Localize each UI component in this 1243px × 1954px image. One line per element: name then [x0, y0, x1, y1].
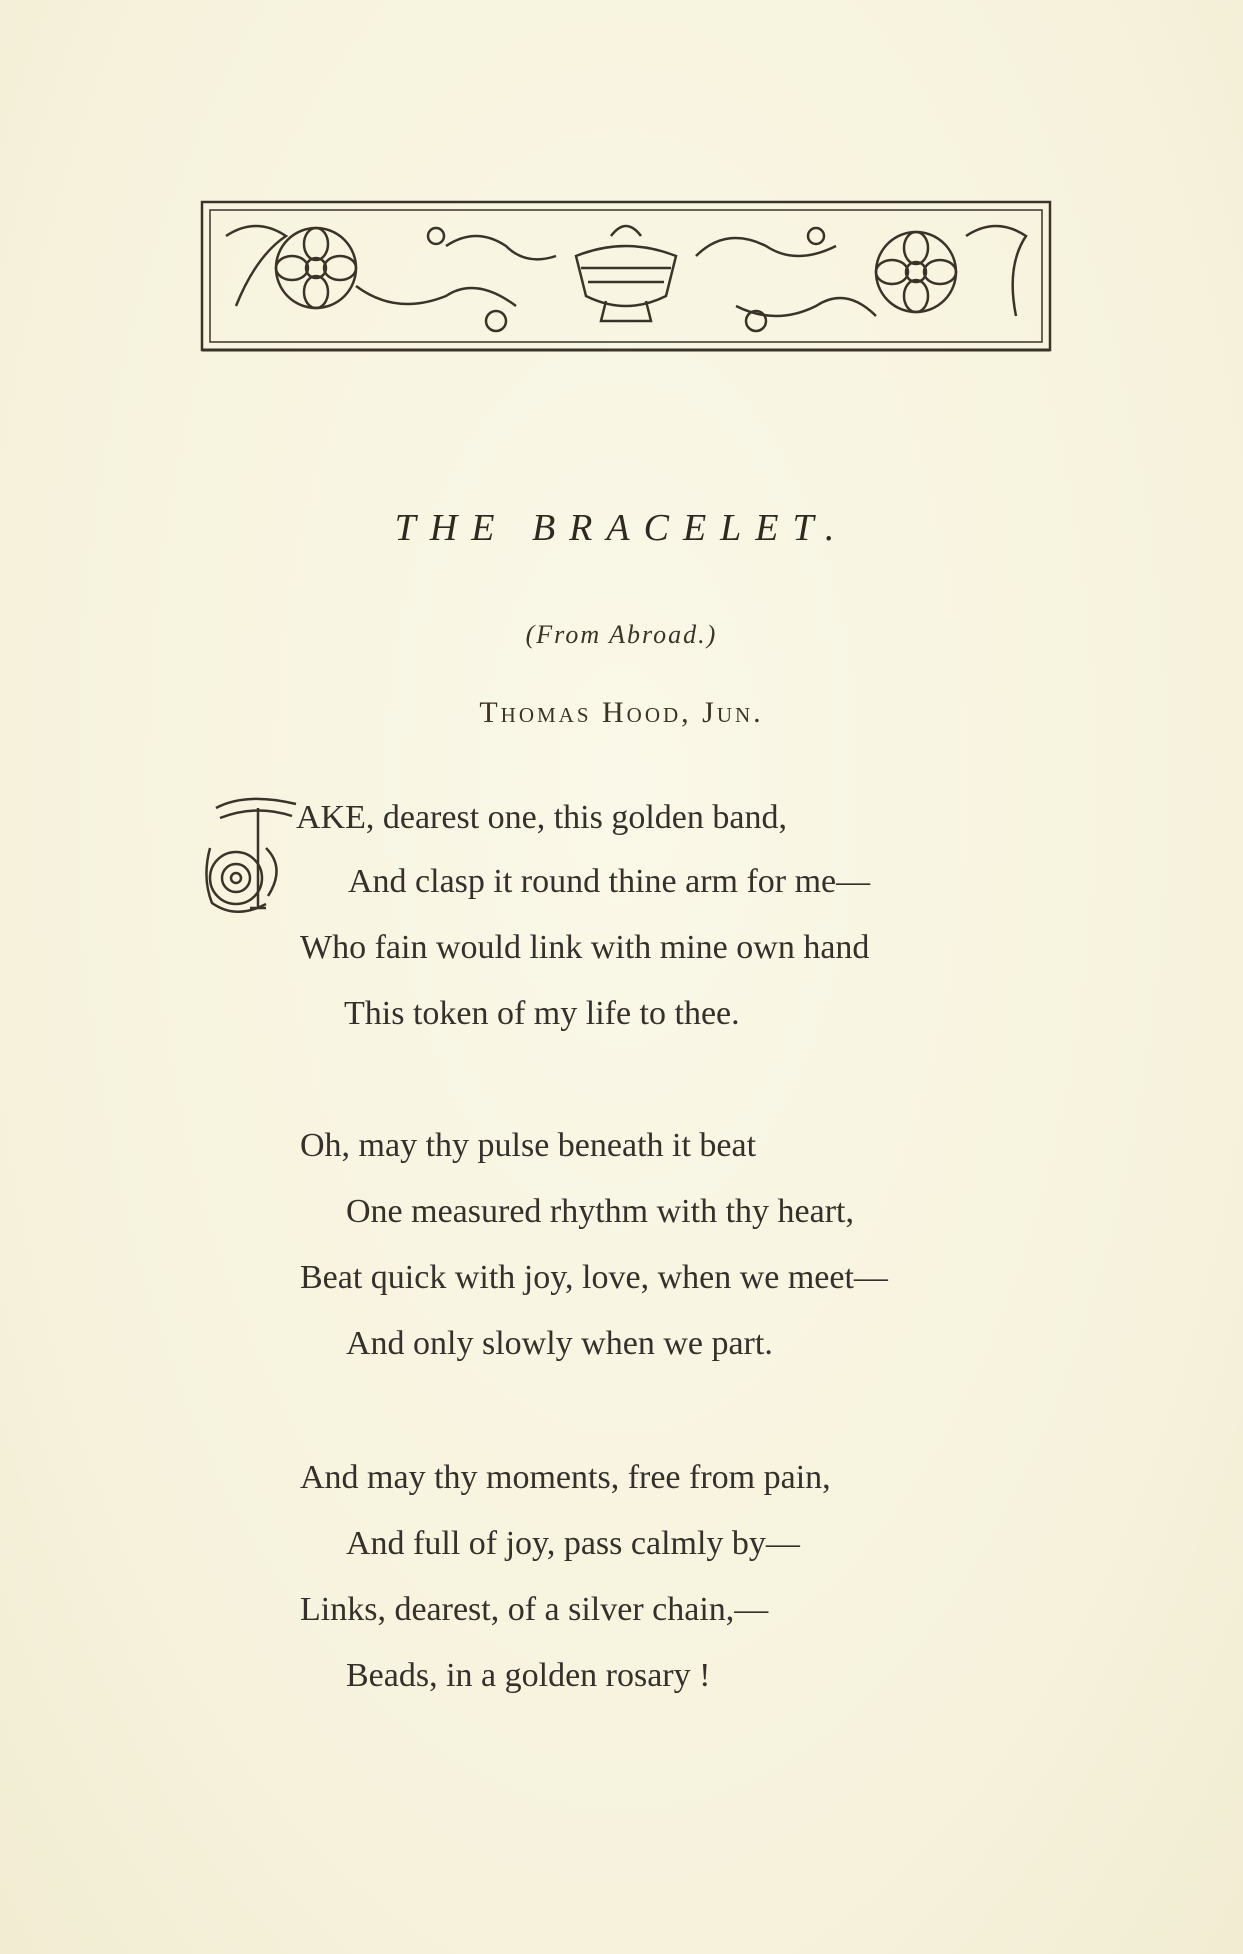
- poem-line: Beat quick with joy, love, when we meet—: [300, 1259, 888, 1296]
- poem-line: One measured rhythm with thy heart,: [346, 1193, 854, 1230]
- poem-line: And may thy moments, free from pain,: [300, 1459, 831, 1496]
- poem-line: And only slowly when we part.: [346, 1325, 773, 1362]
- poem-line: AKE, dearest one, this golden band,: [296, 799, 787, 836]
- poem-title: THE BRACELET.: [394, 507, 849, 549]
- poem-line: This token of my life to thee.: [344, 995, 740, 1032]
- poem-line: And clasp it round thine arm for me—: [348, 863, 871, 900]
- poem-subtitle: (From Abroad.): [525, 620, 718, 649]
- poem-author: Thomas Hood, Jun.: [479, 696, 764, 729]
- ornamental-drop-cap-icon: [196, 788, 304, 928]
- poem-line: Links, dearest, of a silver chain,—: [300, 1591, 769, 1628]
- poem-line: Who fain would link with mine own hand: [300, 929, 870, 966]
- poem-line: Beads, in a golden rosary !: [346, 1657, 711, 1694]
- poem-line: And full of joy, pass calmly by—: [346, 1525, 800, 1562]
- ornamental-headpiece-icon: [196, 196, 1056, 356]
- poem-line: Oh, may thy pulse beneath it beat: [300, 1127, 757, 1164]
